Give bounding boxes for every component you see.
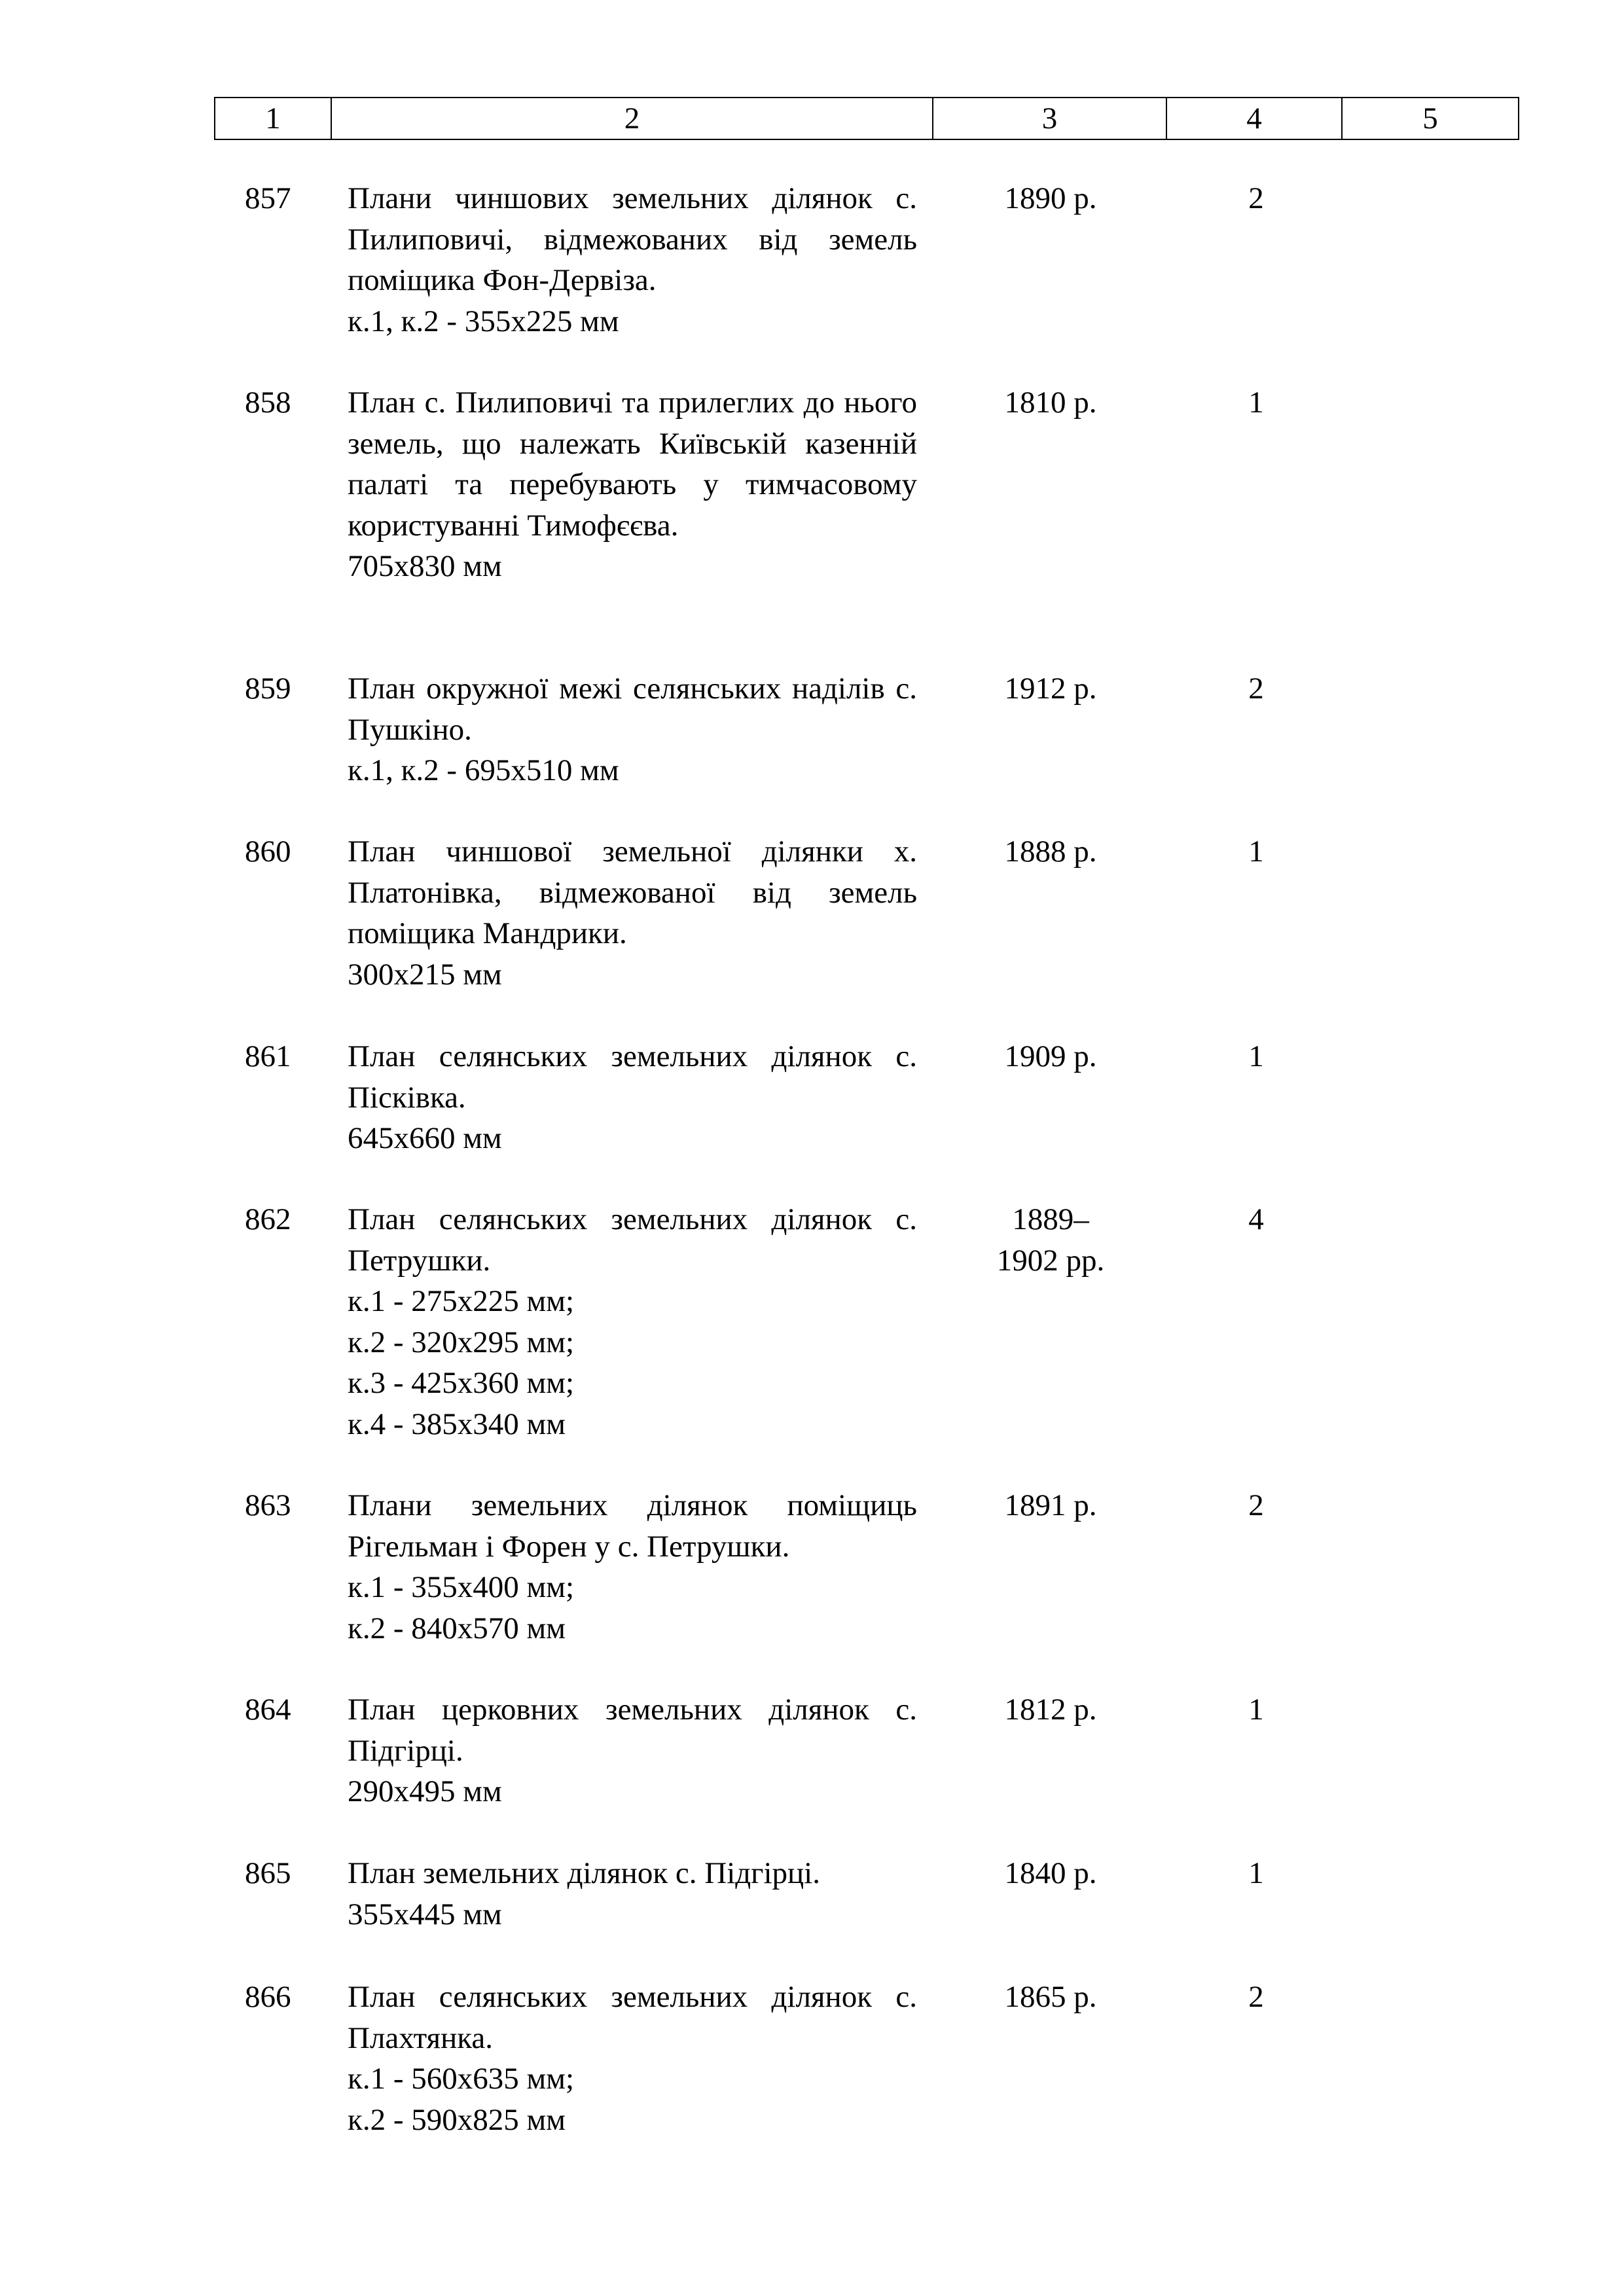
entry-number: 862 (245, 1202, 291, 1236)
entry-dimensions: к.1 - 560х635 мм; (348, 2062, 575, 2096)
entry-number: 863 (245, 1488, 291, 1522)
entry-number: 861 (245, 1039, 291, 1073)
entry-number: 865 (245, 1856, 291, 1890)
entry-dimensions: 290х495 мм (348, 1774, 502, 1808)
column-header-row (215, 98, 1519, 139)
entry-date-line: 1888 р. (1004, 834, 1097, 869)
entry-date (933, 1036, 1168, 1077)
entry-count: 2 (1248, 181, 1264, 215)
entry-description (348, 1977, 917, 2140)
entry-date (933, 668, 1168, 709)
column-header-table (214, 97, 1519, 140)
entry-date (933, 1689, 1168, 1731)
entry-number: 864 (245, 1693, 291, 1727)
entry-title: План церковних земельних ділянок с. Підгірці. (348, 1693, 917, 1768)
column-header-3: 3 (933, 98, 1166, 139)
entry-date-line: 1840 р. (1004, 1856, 1097, 1890)
entry-description (348, 1199, 917, 1444)
column-header-4: 4 (1166, 98, 1342, 139)
entry-count: 2 (1248, 1488, 1264, 1522)
entry-dimensions: к.1, к.2 - 695х510 мм (348, 753, 619, 787)
entry-description (348, 668, 917, 791)
entry-count: 1 (1248, 386, 1264, 420)
entry-date-line: 1909 р. (1004, 1039, 1097, 1073)
entry-dimensions: 645х660 мм (348, 1121, 502, 1155)
entry-number: 857 (245, 181, 291, 215)
entry-title: План селянських земельних ділянок с. Плахтянка. (348, 1980, 917, 2055)
entry-date (933, 1853, 1168, 1894)
entry-title: План чиншової земельної ділянки х. Платонівка, відмежованої від земель поміщика Мандрики. (348, 834, 917, 950)
entry-date-line: 1810 р. (1004, 386, 1097, 420)
entry-count: 1 (1248, 1039, 1264, 1073)
entry-date (933, 1199, 1168, 1281)
entry-date-line: 1889– (1012, 1202, 1089, 1236)
entry-number: 858 (245, 386, 291, 420)
entry-description (348, 1689, 917, 1812)
entry-count: 1 (1248, 1856, 1264, 1890)
entry-title: План селянських земельних ділянок с. Пісківка. (348, 1039, 917, 1115)
entry-title: План земельних ділянок с. Підгірці. (348, 1856, 820, 1890)
entry-description (348, 382, 917, 587)
entry-description (348, 178, 917, 342)
entry-dimensions: к.1, к.2 - 355х225 мм (348, 304, 619, 338)
entry-dimensions: 705х830 мм (348, 549, 502, 583)
entry-number: 859 (245, 672, 291, 706)
entry-title: Плани чиншових земельних ділянок с. Пилиповичі, відмежованих від земель поміщика Фон-Дервіза. (348, 181, 917, 297)
entry-dimensions: к.1 - 275х225 мм; (348, 1284, 575, 1318)
entry-date (933, 178, 1168, 219)
entry-title: План окружної межі селянських наділів с. Пушкіно. (348, 672, 917, 747)
entry-date-line: 1912 р. (1004, 672, 1097, 706)
entry-dimensions: к.2 - 590х825 мм (348, 2102, 566, 2137)
entry-date-line: 1865 р. (1004, 1980, 1097, 2014)
entry-description (348, 1036, 917, 1159)
entry-date-line: 1902 рр. (996, 1243, 1105, 1278)
entry-title: План селянських земельних ділянок с. Петрушки. (348, 1202, 917, 1278)
entry-number: 866 (245, 1980, 291, 2014)
entry-count: 1 (1248, 834, 1264, 869)
entry-dimensions: к.2 - 840х570 мм (348, 1611, 566, 1645)
column-header-5: 5 (1342, 98, 1519, 139)
entry-date (933, 831, 1168, 872)
entry-count: 4 (1248, 1202, 1264, 1236)
entry-dimensions: к.3 - 425х360 мм; (348, 1366, 575, 1400)
entry-title: План с. Пилиповичі та прилеглих до нього земель, що належать Київській казенній палаті та перебувають у тимчасовому користуванні Тимофєєва. (348, 386, 917, 543)
entry-date-line: 1812 р. (1004, 1693, 1097, 1727)
entry-description (348, 1853, 917, 1935)
entry-dimensions: к.4 - 385х340 мм (348, 1407, 566, 1441)
entry-date-line: 1891 р. (1004, 1488, 1097, 1522)
entry-dimensions: 355х445 мм (348, 1897, 502, 1931)
entry-number: 860 (245, 834, 291, 869)
entry-date (933, 1977, 1168, 2018)
column-header-2: 2 (331, 98, 933, 139)
entry-date (933, 1485, 1168, 1526)
entry-title: Плани земельних ділянок поміщиць Рігельман і Форен у с. Петрушки. (348, 1488, 917, 1564)
entry-date-line: 1890 р. (1004, 181, 1097, 215)
entry-date (933, 382, 1168, 423)
entry-count: 1 (1248, 1693, 1264, 1727)
entry-dimensions: 300х215 мм (348, 957, 502, 992)
entry-description (348, 1485, 917, 1649)
entry-count: 2 (1248, 672, 1264, 706)
column-header-1: 1 (215, 98, 331, 139)
entry-description (348, 831, 917, 995)
entry-dimensions: к.2 - 320х295 мм; (348, 1325, 575, 1359)
entry-count: 2 (1248, 1980, 1264, 2014)
entry-dimensions: к.1 - 355х400 мм; (348, 1570, 575, 1604)
